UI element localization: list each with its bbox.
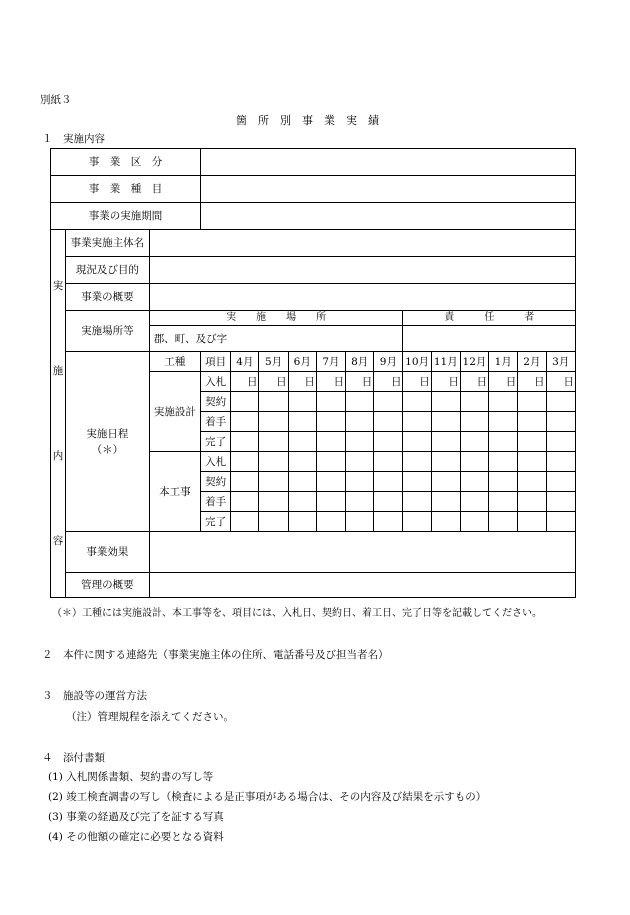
schedule-cell[interactable] <box>374 472 403 492</box>
item-label: 契約 <box>201 392 231 412</box>
impl-char-1: 実 <box>52 280 64 292</box>
day-cell[interactable]: 日 <box>374 372 403 392</box>
item-label: 入札 <box>201 452 231 472</box>
category-value[interactable] <box>201 149 576 176</box>
schedule-label-cell <box>66 352 150 532</box>
place-value[interactable]: 郡、町、及び字 <box>149 326 403 352</box>
month-header: 11月 <box>431 352 460 372</box>
day-cell[interactable]: 日 <box>288 372 316 392</box>
schedule-cell[interactable] <box>460 472 488 492</box>
place-header: 実 施 場 所 <box>149 311 403 326</box>
schedule-cell[interactable] <box>374 412 403 432</box>
schedule-cell[interactable] <box>403 412 431 432</box>
schedule-cell[interactable] <box>288 432 316 452</box>
schedule-cell[interactable] <box>489 392 518 412</box>
schedule-cell[interactable] <box>288 392 316 412</box>
schedule-cell[interactable] <box>431 492 460 512</box>
row-label-entity: 事業実施主体名 <box>66 230 150 257</box>
row-label-purpose: 現況及び目的 <box>66 257 150 284</box>
month-header: 6月 <box>288 352 316 372</box>
schedule-cell[interactable] <box>316 392 345 412</box>
month-header: 3月 <box>546 352 576 372</box>
schedule-cell[interactable] <box>518 512 546 532</box>
schedule-cell[interactable] <box>346 452 374 472</box>
schedule-cell[interactable] <box>546 392 576 412</box>
item-label: 着手 <box>201 492 231 512</box>
schedule-cell[interactable] <box>346 492 374 512</box>
section1-heading: １ 実施内容 <box>42 133 105 145</box>
purpose-value[interactable] <box>149 257 575 284</box>
schedule-cell[interactable] <box>431 412 460 432</box>
schedule-cell[interactable] <box>346 512 374 532</box>
attachment-item: (4) その他額の確定に必要となる資料 <box>48 831 224 843</box>
schedule-cell[interactable] <box>403 512 431 532</box>
work-type-design: 実施設計 <box>149 372 200 452</box>
schedule-cell[interactable] <box>259 432 288 452</box>
month-header: 8月 <box>346 352 374 372</box>
schedule-cell[interactable] <box>431 472 460 492</box>
entity-value[interactable] <box>149 230 575 257</box>
item-label: 完了 <box>201 512 231 532</box>
schedule-cell[interactable] <box>374 392 403 412</box>
schedule-cell[interactable] <box>259 452 288 472</box>
impl-char-4: 容 <box>52 535 64 547</box>
month-header: 4月 <box>231 352 259 372</box>
section3-note: （注）管理規程を添えてください。 <box>66 711 234 723</box>
item-label: 完了 <box>201 432 231 452</box>
month-header: 2月 <box>518 352 546 372</box>
schedule-cell[interactable] <box>460 432 488 452</box>
day-cell[interactable]: 日 <box>518 372 546 392</box>
schedule-cell[interactable] <box>231 452 259 472</box>
management-value[interactable] <box>149 573 575 598</box>
impl-char-3: 内 <box>52 450 64 462</box>
row-label-category: 事 業 区 分 <box>51 149 201 176</box>
period-value[interactable] <box>201 203 576 230</box>
schedule-cell[interactable] <box>489 452 518 472</box>
section4-heading: ４ 添付書類 <box>42 752 105 764</box>
row-label-management: 管理の概要 <box>66 573 150 598</box>
schedule-cell[interactable] <box>316 472 345 492</box>
schedule-cell[interactable] <box>231 472 259 492</box>
schedule-cell[interactable] <box>259 392 288 412</box>
results-form-table <box>50 148 576 598</box>
day-cell[interactable]: 日 <box>403 372 431 392</box>
schedule-cell[interactable] <box>316 412 345 432</box>
schedule-cell[interactable] <box>546 412 576 432</box>
type-value[interactable] <box>201 176 576 203</box>
schedule-cell[interactable] <box>316 492 345 512</box>
day-cell[interactable]: 日 <box>259 372 288 392</box>
schedule-cell[interactable] <box>288 412 316 432</box>
month-header: 1月 <box>489 352 518 372</box>
schedule-cell[interactable] <box>259 512 288 532</box>
implementation-vertical-label <box>51 230 66 598</box>
schedule-cell[interactable] <box>374 512 403 532</box>
attachment-item: (3) 事業の経過及び完了を証する写真 <box>48 811 224 823</box>
effect-value[interactable] <box>149 532 575 573</box>
item-label: 着手 <box>201 412 231 432</box>
schedule-cell[interactable] <box>518 492 546 512</box>
schedule-cell[interactable] <box>288 512 316 532</box>
schedule-cell[interactable] <box>489 472 518 492</box>
schedule-cell[interactable] <box>518 472 546 492</box>
col-header-item: 項目 <box>201 352 231 372</box>
schedule-cell[interactable] <box>489 492 518 512</box>
schedule-cell[interactable] <box>374 452 403 472</box>
page-title: 箇 所 別 事 業 実 績 <box>236 114 379 127</box>
schedule-cell[interactable] <box>374 432 403 452</box>
item-label: 入札 <box>201 372 231 392</box>
row-label-type: 事 業 種 目 <box>51 176 201 203</box>
overview-value[interactable] <box>149 284 575 311</box>
schedule-cell[interactable] <box>546 472 576 492</box>
attachment-item: (2) 竣工検査調書の写し（検査による是正事項がある場合は、その内容及び結果を示すもの） <box>48 791 487 803</box>
schedule-cell[interactable] <box>288 492 316 512</box>
work-type-construction: 本工事 <box>149 452 200 532</box>
month-header: 9月 <box>374 352 403 372</box>
schedule-cell[interactable] <box>518 432 546 452</box>
schedule-cell[interactable] <box>316 452 345 472</box>
schedule-cell[interactable] <box>431 392 460 412</box>
schedule-cell[interactable] <box>489 432 518 452</box>
schedule-cell[interactable] <box>460 512 488 532</box>
schedule-cell[interactable] <box>460 492 488 512</box>
schedule-label: 実施日程 <box>86 427 129 440</box>
schedule-cell[interactable] <box>546 432 576 452</box>
schedule-cell[interactable] <box>288 472 316 492</box>
day-cell[interactable]: 日 <box>489 372 518 392</box>
attachment-label: 別紙３ <box>40 94 72 106</box>
day-cell[interactable]: 日 <box>231 372 259 392</box>
schedule-footnote: （＊）工種には実施設計、本工事等を、項目には、入札日、契約日、着工日、完了日等を記載してください。 <box>52 608 542 619</box>
schedule-cell[interactable] <box>546 512 576 532</box>
impl-char-2: 施 <box>52 365 64 377</box>
month-header: 10月 <box>403 352 431 372</box>
schedule-cell[interactable] <box>460 452 488 472</box>
schedule-cell[interactable] <box>518 412 546 432</box>
schedule-cell[interactable] <box>518 452 546 472</box>
col-header-work-type: 工種 <box>149 352 200 372</box>
attachment-item: (1) 入札関係書類、契約書の写し等 <box>48 771 214 783</box>
schedule-cell[interactable] <box>403 492 431 512</box>
schedule-cell[interactable] <box>346 392 374 412</box>
schedule-cell[interactable] <box>489 412 518 432</box>
schedule-cell[interactable] <box>288 452 316 472</box>
schedule-cell[interactable] <box>316 512 345 532</box>
month-header: 5月 <box>259 352 288 372</box>
schedule-cell[interactable] <box>231 432 259 452</box>
responsible-header: 責 任 者 <box>403 311 576 326</box>
schedule-cell[interactable] <box>259 412 288 432</box>
schedule-cell[interactable] <box>460 392 488 412</box>
row-label-location: 実施場所等 <box>66 311 150 352</box>
schedule-cell[interactable] <box>431 432 460 452</box>
schedule-cell[interactable] <box>460 412 488 432</box>
day-cell[interactable]: 日 <box>431 372 460 392</box>
schedule-cell[interactable] <box>259 492 288 512</box>
section3-heading: ３ 施設等の運営方法 <box>42 690 147 702</box>
row-label-period: 事業の実施期間 <box>51 203 201 230</box>
schedule-cell[interactable] <box>431 512 460 532</box>
schedule-cell[interactable] <box>518 392 546 412</box>
schedule-cell[interactable] <box>403 432 431 452</box>
schedule-cell[interactable] <box>489 512 518 532</box>
day-cell[interactable]: 日 <box>460 372 488 392</box>
schedule-cell[interactable] <box>431 452 460 472</box>
schedule-cell[interactable] <box>403 392 431 412</box>
schedule-cell[interactable] <box>231 392 259 412</box>
item-label: 契約 <box>201 472 231 492</box>
schedule-cell[interactable] <box>231 492 259 512</box>
responsible-value[interactable] <box>403 326 576 352</box>
schedule-cell[interactable] <box>316 432 345 452</box>
schedule-cell[interactable] <box>403 452 431 472</box>
schedule-cell[interactable] <box>403 472 431 492</box>
schedule-cell[interactable] <box>546 452 576 472</box>
schedule-cell[interactable] <box>546 492 576 512</box>
day-cell[interactable]: 日 <box>546 372 576 392</box>
row-label-overview: 事業の概要 <box>66 284 150 311</box>
schedule-cell[interactable] <box>346 412 374 432</box>
schedule-note-mark: （＊） <box>91 443 124 456</box>
schedule-cell[interactable] <box>231 512 259 532</box>
month-header: 7月 <box>316 352 345 372</box>
month-header: 12月 <box>460 352 488 372</box>
row-label-effect: 事業効果 <box>66 532 150 573</box>
day-cell[interactable]: 日 <box>346 372 374 392</box>
day-cell[interactable]: 日 <box>316 372 345 392</box>
schedule-cell[interactable] <box>231 412 259 432</box>
schedule-cell[interactable] <box>259 472 288 492</box>
schedule-cell[interactable] <box>346 432 374 452</box>
schedule-cell[interactable] <box>374 492 403 512</box>
section2-heading: ２ 本件に関する連絡先（事業実施主体の住所、電話番号及び担当者名） <box>42 649 389 661</box>
schedule-cell[interactable] <box>346 472 374 492</box>
